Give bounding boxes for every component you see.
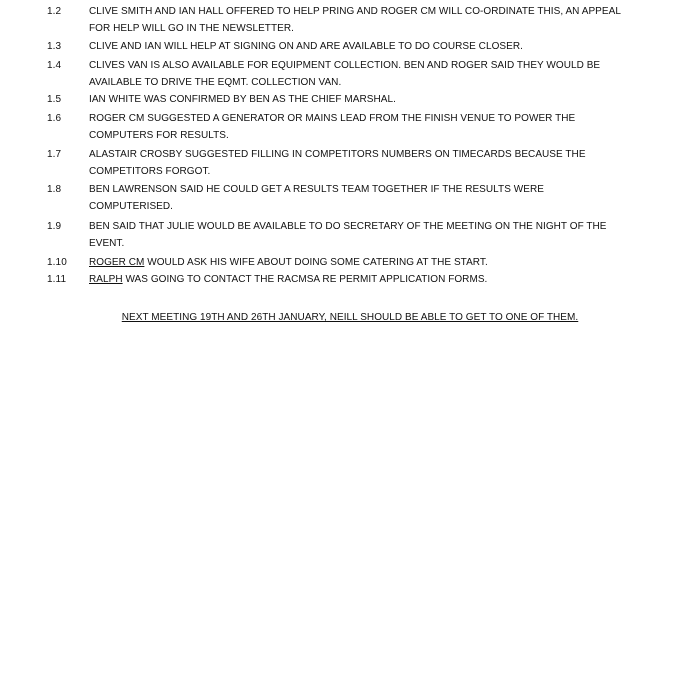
item-text-line (89, 254, 664, 271)
item-text (89, 38, 664, 55)
item-text-line: CLIVES VAN IS ALSO AVAILABLE FOR EQUIPMENT COLLECTION. BEN AND ROGER SAID THEY WOULD BE (89, 60, 601, 71)
item-text (89, 254, 664, 271)
item-number: 1.4 (47, 60, 62, 71)
item-text-line: IAN WHITE WAS CONFIRMED BY BEN AS THE CHIEF MARSHAL. (89, 94, 396, 105)
item-text-line: CLIVE SMITH AND IAN HALL OFFERED TO HELP PRING AND ROGER CM WILL CO-ORDINATE THIS, AN APPEAL (89, 6, 621, 17)
item-number: 1.11 (47, 274, 67, 285)
item-text-line: CLIVE AND IAN WILL HELP AT SIGNING ON AND ARE AVAILABLE TO DO COURSE CLOSER. (89, 41, 523, 52)
underlined-name: RALPH (89, 274, 123, 285)
item-text-line: AVAILABLE TO DRIVE THE EQMT. COLLECTION VAN. (89, 77, 342, 88)
item-text (89, 57, 664, 91)
item-text-rest: WOULD ASK HIS WIFE ABOUT DOING SOME CATERING AT THE START. (144, 257, 488, 268)
item-text (89, 181, 664, 215)
item-number: 1.7 (47, 149, 62, 160)
item-text (89, 218, 664, 252)
item-number: 1.2 (47, 6, 62, 17)
item-text (89, 91, 664, 108)
item-text-line: COMPUTERS FOR RESULTS. (89, 130, 229, 141)
item-text (89, 110, 664, 144)
item-text-line: ALASTAIR CROSBY SUGGESTED FILLING IN COMPETITORS NUMBERS ON TIMECARDS BECAUSE THE (89, 149, 586, 160)
item-text (89, 271, 664, 288)
underlined-name: ROGER CM (89, 257, 145, 268)
item-text-line: COMPUTERISED. (89, 201, 173, 212)
item-text-line: ROGER CM SUGGESTED A GENERATOR OR MAINS LEAD FROM THE FINISH VENUE TO POWER THE (89, 113, 576, 124)
item-text-line (89, 271, 664, 288)
item-text (89, 146, 664, 180)
item-number: 1.10 (47, 257, 67, 268)
next-meeting-note: NEXT MEETING 19TH AND 26TH JANUARY, NEILL SHOULD BE ABLE TO GET TO ONE OF THEM. (121, 312, 579, 323)
item-number: 1.6 (47, 113, 62, 124)
item-number: 1.9 (47, 221, 62, 232)
item-number: 1.5 (47, 94, 62, 105)
item-text-rest: WAS GOING TO CONTACT THE RACMSA RE PERMIT APPLICATION FORMS. (122, 274, 488, 285)
item-text-line: BEN SAID THAT JULIE WOULD BE AVAILABLE TO DO SECRETARY OF THE MEETING ON THE NIGHT OF THE (89, 221, 607, 232)
item-text (89, 3, 664, 37)
item-text-line: COMPETITORS FORGOT. (89, 166, 211, 177)
item-text-line: BEN LAWRENSON SAID HE COULD GET A RESULTS TEAM TOGETHER IF THE RESULTS WERE (89, 184, 544, 195)
item-number: 1.8 (47, 184, 62, 195)
item-text-line: FOR HELP WILL GO IN THE NEWSLETTER. (89, 23, 294, 34)
item-number: 1.3 (47, 41, 62, 52)
item-text-line: EVENT. (89, 238, 125, 249)
